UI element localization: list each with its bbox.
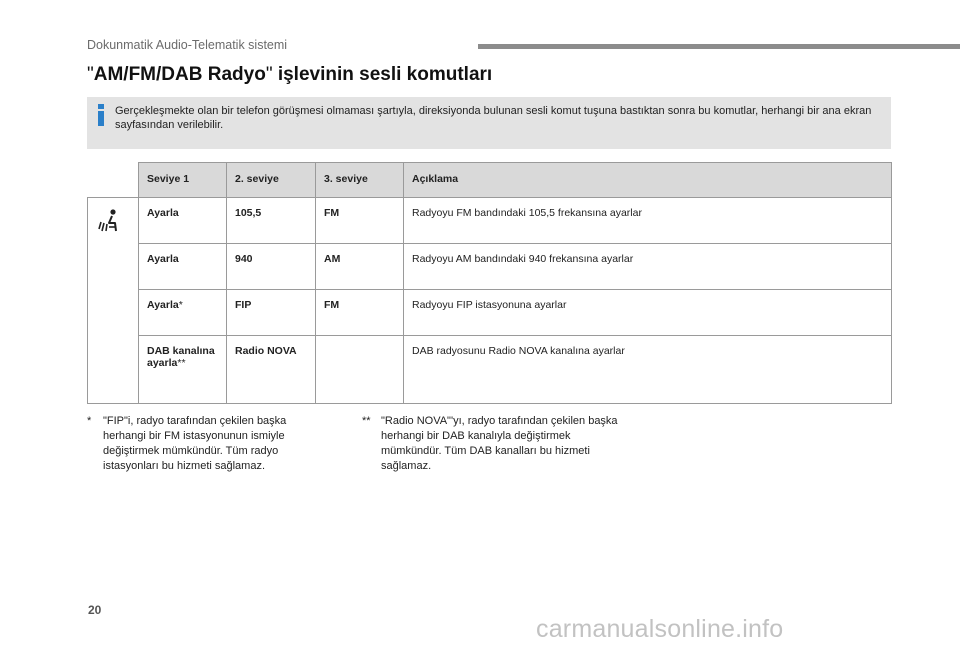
header-bar	[478, 44, 960, 49]
row4-level3	[316, 336, 404, 404]
row1-level3: FM	[316, 198, 404, 244]
footnote-1-text: "FIP"i, radyo tarafından çekilen başka herhangi bir FM istasyonunun ismiyle değiştirmek mümkündür. Tüm radyo istasyonları bu hizmeti sağlamaz.	[103, 415, 287, 472]
heading-rest: işlevinin sesli komutları	[272, 64, 493, 85]
row3-level3: FM	[316, 290, 404, 336]
header-description: Açıklama	[404, 163, 892, 198]
table-row	[88, 244, 892, 290]
row3-level1: Ayarla*	[139, 290, 227, 336]
page-number: 20	[88, 603, 102, 617]
row4-description: DAB radyosunu Radio NOVA kanalına ayarlar	[404, 336, 892, 404]
header-title: Dokunmatik Audio-Telematik sistemi	[87, 38, 288, 52]
row2-description: Radyoyu AM bandındaki 940 frekansına ayarlar	[404, 244, 892, 290]
heading-main: AM/FM/DAB Radyo	[93, 64, 266, 85]
row3-level2: FIP	[227, 290, 316, 336]
info-text: Gerçekleşmekte olan bir telefon görüşmesi olmaması şartıyla, direksiyonda bulunan sesli komut tuşuna bastıktan sonra bu komutlar, herhangi bir ana ekran sayfasından verilebilir.	[115, 105, 872, 131]
table-header-blank	[88, 163, 139, 198]
row4-level1: DAB kanalına ayarla**	[139, 336, 227, 404]
info-icon	[92, 103, 110, 127]
footnote-2-text: "Radio NOVA"'yı, radyo tarafından çekilen başka herhangi bir DAB kanalıyla değiştirmek mümkündür. Tüm DAB kanalları bu hizmeti sağlamaz.	[381, 415, 618, 472]
row1-level2: 105,5	[227, 198, 316, 244]
row2-level2: 940	[227, 244, 316, 290]
row4-level2: Radio NOVA	[227, 336, 316, 404]
table-row	[88, 198, 892, 244]
row2-level1: Ayarla	[139, 244, 227, 290]
info-box	[87, 97, 891, 149]
row1-level1: Ayarla	[139, 198, 227, 244]
voice-icon-cell	[88, 198, 139, 404]
voice-command-icon	[96, 207, 124, 235]
table-row	[88, 290, 892, 336]
row1-description: Radyoyu FM bandındaki 105,5 frekansına ayarlar	[404, 198, 892, 244]
header-level1: Seviye 1	[139, 163, 227, 198]
table-row	[88, 336, 892, 404]
header-level3: 3. seviye	[316, 163, 404, 198]
row2-level3: AM	[316, 244, 404, 290]
table-header-row	[88, 163, 892, 198]
heading-quote-close: "	[265, 64, 273, 85]
footnote-1-marker: *	[87, 415, 92, 427]
header-level2: 2. seviye	[227, 163, 316, 198]
watermark: carmanualsonline.info	[536, 615, 784, 643]
footnote-2-marker: **	[362, 415, 371, 427]
voice-command-table	[87, 162, 892, 404]
row3-description: Radyoyu FIP istasyonuna ayarlar	[404, 290, 892, 336]
page-heading	[87, 64, 492, 86]
heading-quote-open: "	[87, 64, 94, 85]
